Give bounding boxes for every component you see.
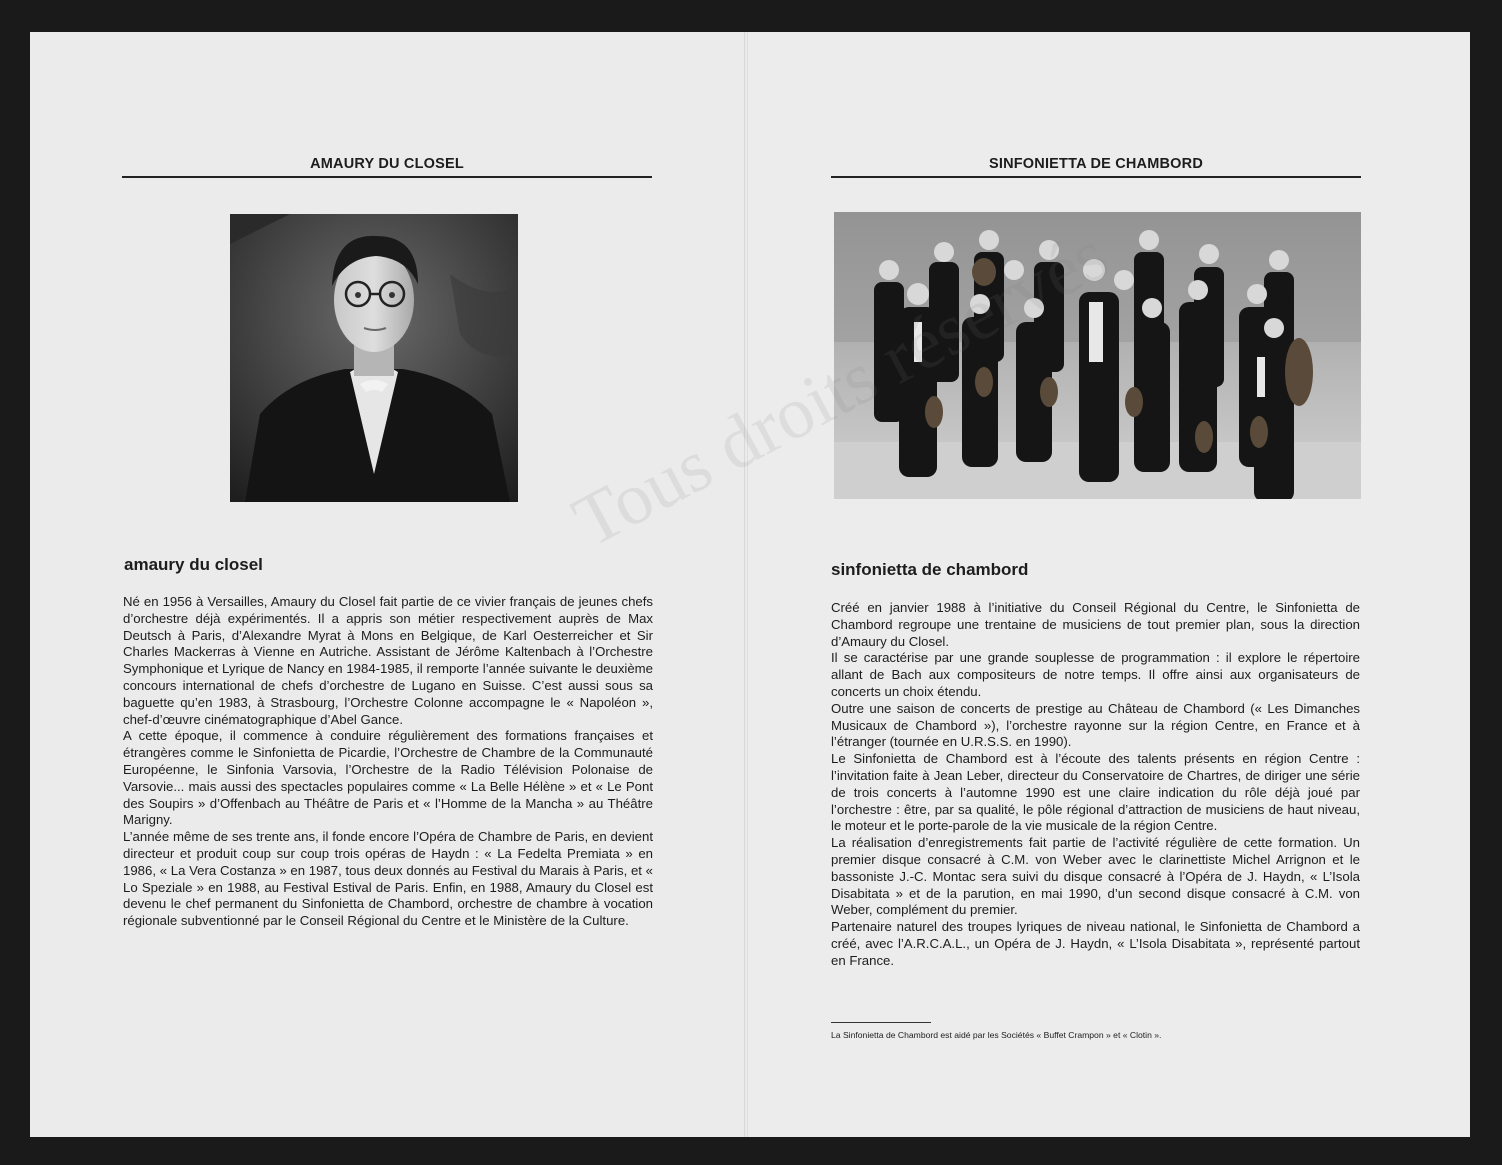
portrait-illustration (230, 214, 518, 502)
right-page (746, 32, 1470, 1137)
right-paragraph: Créé en janvier 1988 à l’initiative du Conseil Régional du Centre, le Sinfonietta de Chambord regroupe une trentaine de musiciens de tout premier plan, sous la direction d’Amaury du Closel. (831, 600, 1360, 649)
left-body-text (123, 594, 653, 930)
footnote-rule (831, 1022, 931, 1023)
right-paragraph: Partenaire naturel des troupes lyriques de niveau national, le Sinfonietta de Chambord a créé, avec l’A.R.C.A.L., un Opéra de J. Haydn, « L’Isola Disabitata », représenté partout en France. (831, 919, 1360, 968)
left-section-title: amaury du closel (124, 555, 263, 574)
orchestra-illustration (834, 212, 1361, 499)
right-page-header: SINFONIETTA DE CHAMBORD (988, 156, 1204, 172)
left-paragraph: Né en 1956 à Versailles, Amaury du Closel fait partie de ce vivier français de jeunes chefs d’orchestre déjà expérimentés. Il a appris son métier respectivement auprès de Max Deutsch à Paris, d’Alexandre Myrat à Mons en Belgique, de Karl Oesterreicher et Sir Charles Mackerras à Vienne en Autriche. Assistant de Jérôme Kaltenbach à l’Orchestre Symphonique et Lyrique de Nancy en 1984-1985, il remporte l’année suivante le deuxième concours international de chefs d’orchestre de Lugano en Suisse. C’est aussi sous sa baguette qu’en 1983, à Strasbourg, l’Orchestre Colonne accompagne le « Napoléon », chef-d’œuvre cinématographique d’Abel Gance. (123, 594, 653, 727)
footnote: La Sinfonietta de Chambord est aidé par les Sociétés « Buffet Crampon » et « Clotin ». (831, 1030, 1162, 1040)
right-paragraph: Il se caractérise par une grande souplesse de programmation : il explore le répertoire allant de Bach aux compositeurs de notre temps. Il offre ainsi aux organisateurs de concerts un choix étendu. (831, 650, 1360, 699)
right-section-title: sinfonietta de chambord (831, 560, 1029, 579)
orchestra-group-photo (834, 212, 1361, 499)
right-paragraph: Le Sinfonietta de Chambord est à l’écoute des talents présents en région Centre : l’invitation faite à Jean Leber, directeur du Conservatoire de Chartres, de diriger une série de trois concerts à l’automne 1990 est une claire indication du rôle déjà joué par l’orchestre : être, par sa qualité, le pôle régional d’attraction de musiciens de haut niveau, le moteur et le porte-parole de la vie musicale de la région Centre. (831, 751, 1360, 834)
right-header-rule (831, 176, 1361, 178)
left-paragraph: A cette époque, il commence à conduire régulièrement des formations françaises et étrangères comme le Sinfonietta de Picardie, l’Orchestre de Chambre de la Communauté Européenne, le Sinfonia Varsovia, l’Orchestre de la Radio Télévision Polonaise de Varsovie... mais aussi des spectacles populaires comme « La Belle Hélène » et « Le Pont des Soupirs » d’Offenbach au Théâtre de Paris et « l’Homme de la Mancha » au Théâtre Marigny. (123, 728, 653, 828)
page-gutter (744, 32, 748, 1137)
left-paragraph: L’année même de ses trente ans, il fonde encore l’Opéra de Chambre de Paris, en devient directeur et produit coup sur coup trois opéras de Haydn : « La Fedelta Premiata » en 1986, « La Vera Costanza » en 1987, tous deux donnés au Festival du Marais à Paris, et « Lo Speziale » en 1988, au Festival Estival de Paris. Enfin, en 1988, Amaury du Closel est devenu le chef permanent du Sinfonietta de Chambord, orchestre de chambre à vocation régionale subventionné par le Conseil Régional du Centre et le Ministère de la Culture. (123, 829, 653, 929)
right-paragraph: La réalisation d’enregistrements fait partie de l’activité régulière de cette formation. Un premier disque consacré à C.M. von Weber avec le clarinettiste Michel Arrignon et le bassoniste J.-C. Montac sera suivi du disque consacré à l’Opéra de J. Haydn, « L’Isola Disabitata » et de la parution, en mai 1990, d’un second disque consacré à C.M. von Weber, complément du premier. (831, 835, 1360, 918)
left-page (30, 32, 746, 1137)
conductor-portrait (230, 214, 518, 502)
right-body-text (831, 600, 1360, 970)
left-page-header: AMAURY DU CLOSEL (310, 156, 464, 172)
left-header-rule (122, 176, 652, 178)
right-paragraph: Outre une saison de concerts de prestige au Château de Chambord (« Les Dimanches Musicaux de Chambord »), l’orchestre rayonne sur la région Centre, en France et à l’étranger (tournée en U.R.S.S. en 1990). (831, 700, 1360, 750)
